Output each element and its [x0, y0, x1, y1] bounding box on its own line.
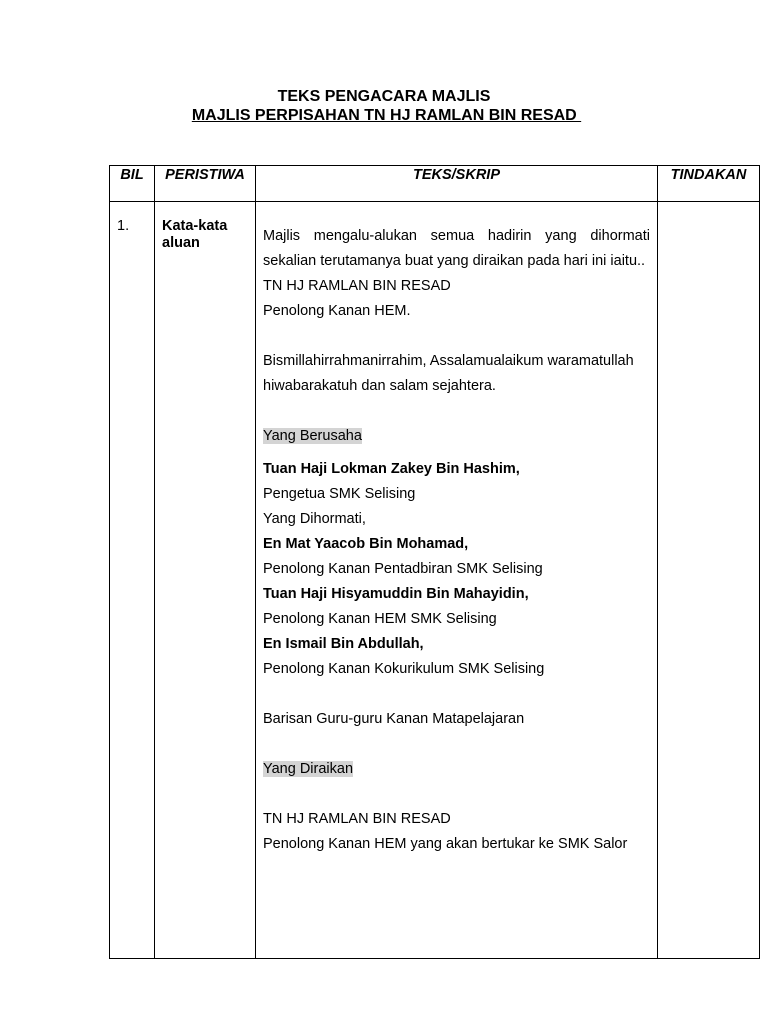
cell-tindakan	[658, 202, 760, 959]
honoree-name: TN HJ RAMLAN BIN RESAD	[263, 278, 451, 294]
greeting-paragraph: Bismillahirrahmanirrahim, Assalamualaikum waramatullah hiwabarakatuh dan salam sejahtera.	[263, 353, 634, 394]
vip-2-name: En Mat Yaacob Bin Mohamad,	[263, 536, 469, 552]
header-teks-skrip: TEKS/SKRIP	[256, 166, 658, 202]
barisan-guru: Barisan Guru-guru Kanan Matapelajaran	[263, 711, 525, 727]
vip-1-post: Pengetua SMK Selising	[263, 486, 416, 502]
cell-teks-skrip	[256, 202, 658, 959]
script-table	[109, 165, 760, 959]
document-title	[0, 87, 768, 125]
vip-4-post: Penolong Kanan Kokurikulum SMK Selising	[263, 661, 545, 677]
cell-bil: 1.	[110, 202, 155, 959]
vip-1-name: Tuan Haji Lokman Zakey Bin Hashim,	[263, 461, 520, 477]
honoree-name-2: TN HJ RAMLAN BIN RESAD	[263, 811, 451, 827]
table-row	[110, 202, 760, 959]
header-peristiwa: PERISTIWA	[155, 166, 256, 202]
header-bil: BIL	[110, 166, 155, 202]
honoree-post: Penolong Kanan HEM.	[263, 303, 411, 319]
title-line-2: MAJLIS PERPISAHAN TN HJ RAMLAN BIN RESAD	[191, 107, 582, 124]
vip-3-name: Tuan Haji Hisyamuddin Bin Mahayidin,	[263, 586, 529, 602]
honoree-post-2: Penolong Kanan HEM yang akan bertukar ke SMK Salor	[263, 836, 628, 852]
vip-2-post: Penolong Kanan Pentadbiran SMK Selising	[263, 561, 543, 577]
vip-4-name: En Ismail Bin Abdullah,	[263, 636, 424, 652]
title-line-1: TEKS PENGACARA MAJLIS	[277, 88, 491, 105]
header-tindakan: TINDAKAN	[658, 166, 760, 202]
heading-yang-berusaha: Yang Berusaha	[263, 428, 362, 444]
heading-yang-diraikan: Yang Diraikan	[263, 761, 354, 777]
yang-dihormati: Yang Dihormati,	[263, 511, 366, 527]
table-header-row	[110, 166, 760, 202]
intro-paragraph: Majlis mengalu-alukan semua hadirin yang dihormati sekalian terutamanya buat yang diraikan pada hari ini iaitu..	[263, 228, 650, 269]
cell-peristiwa: Kata-kata aluan	[155, 202, 256, 959]
vip-3-post: Penolong Kanan HEM SMK Selising	[263, 611, 497, 627]
